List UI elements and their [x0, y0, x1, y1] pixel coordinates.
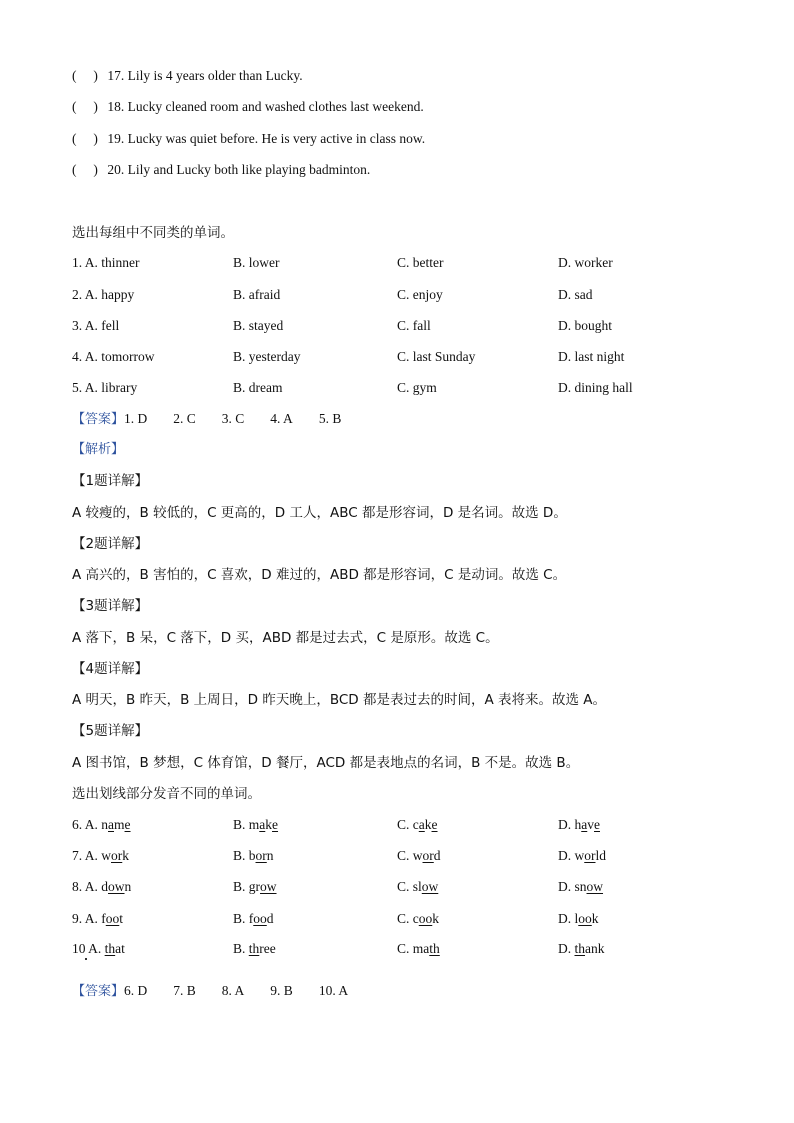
- word-part: k: [265, 817, 273, 832]
- word-part: ld: [595, 848, 607, 863]
- question-row: [72, 940, 732, 958]
- option-c: [397, 940, 440, 958]
- option-label: B.: [233, 848, 246, 863]
- underlined-letters: oo: [578, 911, 592, 926]
- option-b: B. lower: [233, 255, 280, 270]
- option-label: 8. A.: [72, 879, 98, 894]
- option-label: D.: [558, 817, 572, 832]
- word-part: w: [574, 848, 585, 863]
- option-d: [558, 816, 600, 834]
- underlined-letters: ow: [586, 879, 604, 894]
- underlined-letters: ow: [260, 879, 277, 894]
- word-part: n: [266, 848, 274, 863]
- option-a: [72, 816, 131, 834]
- option-label: 9. A.: [72, 911, 98, 926]
- analysis-label: 【解析】: [72, 442, 125, 457]
- option-b: [233, 910, 274, 928]
- tf-paren: ( ): [72, 99, 98, 114]
- option-a: 2. A. happy: [72, 287, 135, 302]
- word-part: v: [587, 817, 594, 832]
- option-c: [397, 878, 438, 896]
- option-d: [558, 940, 605, 958]
- underlined-letters: or: [111, 848, 123, 863]
- underlined-letters: th: [574, 941, 586, 956]
- detail-text: A 高兴的，B 害怕的，C 喜欢，D 难过的，ABD 都是形容词，C 是动词。故选 C。: [72, 567, 567, 583]
- word-part: k: [424, 817, 432, 832]
- tf-paren: ( ): [72, 162, 98, 177]
- option-label: D.: [558, 911, 572, 926]
- word-part: m: [248, 817, 260, 832]
- option-a: [72, 940, 125, 958]
- detail-title: 【4题详解】: [72, 661, 149, 677]
- word-part: c: [412, 817, 419, 832]
- option-a: 1. A. thinner: [72, 255, 140, 270]
- option-c: C. gym: [397, 380, 437, 395]
- stray-dot: [85, 958, 87, 960]
- option-label: B.: [233, 817, 246, 832]
- question-row: [72, 379, 732, 397]
- tf-item: [72, 98, 424, 116]
- word-part: d: [433, 848, 441, 863]
- tf-item: [72, 67, 303, 85]
- answer-value: 10. A: [318, 983, 349, 998]
- word-part: ank: [585, 941, 605, 956]
- option-label: B.: [233, 911, 246, 926]
- option-b: [233, 940, 276, 958]
- word-part: w: [412, 848, 423, 863]
- underlined-letters: ow: [421, 879, 439, 894]
- tf-text: 18. Lucky cleaned room and washed clothes last weekend.: [107, 99, 424, 114]
- question-row: [72, 286, 732, 304]
- option-label: 10 A.: [72, 941, 102, 956]
- tf-text: 19. Lucky was quiet before. He is very active in class now.: [107, 131, 426, 146]
- section2-instruction: 选出划线部分发音不同的单词。: [72, 786, 261, 802]
- option-c: [397, 847, 441, 865]
- underlined-letters: or: [422, 848, 434, 863]
- option-d: [558, 847, 606, 865]
- option-a: 5. A. library: [72, 380, 138, 395]
- underlined-letters: a: [259, 817, 266, 832]
- question-row: [72, 317, 732, 335]
- option-label: D.: [558, 848, 572, 863]
- word-part: h: [574, 817, 582, 832]
- word-part: gr: [248, 879, 261, 894]
- detail-text: A 落下，B 呆，C 落下，D 买，ABD 都是过去式，C 是原形。故选 C。: [72, 630, 499, 646]
- tf-text: 17. Lily is 4 years older than Lucky.: [107, 68, 303, 83]
- detail-title: 【5题详解】: [72, 723, 149, 739]
- detail-title: 【3题详解】: [72, 598, 149, 614]
- detail-text: A 图书馆，B 梦想，C 体育馆，D 餐厅，ACD 都是表地点的名词，B 不是。故选 B。: [72, 755, 580, 771]
- option-label: B.: [233, 879, 246, 894]
- underlined-letters: oo: [253, 911, 267, 926]
- answer-value: 8. A: [221, 983, 245, 998]
- option-label: B.: [233, 941, 246, 956]
- underlined-letters: a: [581, 817, 588, 832]
- option-label: D.: [558, 941, 572, 956]
- option-b: B. afraid: [233, 287, 281, 302]
- option-c: C. fall: [397, 318, 431, 333]
- word-part: k: [122, 848, 130, 863]
- underlined-letters: ow: [108, 879, 125, 894]
- option-label: 7. A.: [72, 848, 98, 863]
- word-part: d: [266, 911, 274, 926]
- underlined-letters: a: [418, 817, 425, 832]
- detail-text: A 较瘦的，B 较低的，C 更高的，D 工人，ABC 都是形容词，D 是名词。故选 D。: [72, 505, 567, 521]
- answer-value: 9. B: [270, 983, 293, 998]
- question-row: [72, 847, 732, 865]
- underlined-letters: e: [594, 817, 600, 832]
- word-part: t: [119, 911, 124, 926]
- underlined-letters: a: [108, 817, 115, 832]
- question-row: [72, 254, 732, 272]
- option-c: [397, 910, 439, 928]
- option-d: D. dining hall: [558, 380, 633, 395]
- word-part: b: [248, 848, 256, 863]
- option-b: [233, 847, 274, 865]
- underlined-letters: e: [431, 817, 438, 832]
- underlined-letters: th: [429, 941, 440, 956]
- word-part: ree: [259, 941, 276, 956]
- tf-item: [72, 161, 370, 179]
- word-part: f: [101, 911, 106, 926]
- underlined-letters: or: [584, 848, 596, 863]
- option-c: C. better: [397, 255, 444, 270]
- detail-title: 【2题详解】: [72, 536, 149, 552]
- word-part: f: [248, 911, 254, 926]
- option-b: [233, 878, 277, 896]
- answer-value: 2. C: [173, 411, 196, 426]
- question-row: [72, 816, 732, 834]
- answer-value: 6. D: [124, 983, 148, 998]
- option-d: D. last night: [558, 349, 625, 364]
- question-row: [72, 348, 732, 366]
- option-b: [233, 816, 278, 834]
- answer-value: 1. D: [124, 411, 148, 426]
- underlined-letters: th: [104, 941, 116, 956]
- answer-value: 3. C: [221, 411, 245, 426]
- underlined-letters: th: [248, 941, 260, 956]
- option-d: [558, 910, 599, 928]
- answer-value: 7. B: [173, 983, 196, 998]
- option-d: [558, 878, 603, 896]
- answer-value: 5. B: [318, 411, 342, 426]
- option-label: 6. A.: [72, 817, 98, 832]
- option-d: D. worker: [558, 255, 613, 270]
- word-part: c: [412, 911, 419, 926]
- tf-paren: ( ): [72, 68, 98, 83]
- option-b: B. yesterday: [233, 349, 301, 364]
- answer-label: 【答案】: [72, 984, 125, 999]
- word-part: sn: [574, 879, 587, 894]
- word-part: w: [101, 848, 112, 863]
- detail-title: 【1题详解】: [72, 473, 149, 489]
- detail-text: A 明天，B 昨天，B 上周日，D 昨天晚上，BCD 都是表过去的时间，A 表将来。故选 A。: [72, 692, 607, 708]
- underlined-letters: or: [255, 848, 267, 863]
- tf-paren: ( ): [72, 131, 98, 146]
- word-part: sl: [412, 879, 422, 894]
- question-row: [72, 910, 732, 928]
- underlined-letters: e: [124, 817, 131, 832]
- tf-text: 20. Lily and Lucky both like playing badminton.: [107, 162, 371, 177]
- section1-instruction: 选出每组中不同类的单词。: [72, 225, 234, 241]
- word-part: d: [101, 879, 109, 894]
- option-b: B. dream: [233, 380, 283, 395]
- option-d: D. sad: [558, 287, 593, 302]
- word-part: ma: [412, 941, 430, 956]
- word-part: l: [574, 911, 579, 926]
- tf-item: [72, 130, 425, 148]
- option-a: [72, 910, 123, 928]
- option-d: D. bought: [558, 318, 612, 333]
- answer-value: 4. A: [270, 411, 293, 426]
- word-part: k: [432, 911, 440, 926]
- option-b: B. stayed: [233, 318, 284, 333]
- option-label: C.: [397, 848, 410, 863]
- answer-line: [72, 410, 367, 429]
- option-label: C.: [397, 879, 410, 894]
- underlined-letters: e: [272, 817, 279, 832]
- option-a: [72, 878, 131, 896]
- word-part: m: [114, 817, 125, 832]
- option-a: 3. A. fell: [72, 318, 120, 333]
- word-part: n: [124, 879, 132, 894]
- option-label: C.: [397, 941, 410, 956]
- word-part: k: [591, 911, 599, 926]
- word-part: at: [115, 941, 125, 956]
- option-label: C.: [397, 911, 410, 926]
- option-a: [72, 847, 129, 865]
- word-part: n: [101, 817, 109, 832]
- answer-label: 【答案】: [72, 412, 125, 427]
- answer-line: [72, 982, 374, 1001]
- option-a: 4. A. tomorrow: [72, 349, 155, 364]
- underlined-letters: oo: [418, 911, 433, 926]
- option-c: [397, 816, 438, 834]
- question-row: [72, 878, 732, 896]
- option-c: C. enjoy: [397, 287, 443, 302]
- option-label: C.: [397, 817, 410, 832]
- option-c: C. last Sunday: [397, 349, 476, 364]
- underlined-letters: oo: [105, 911, 120, 926]
- option-label: D.: [558, 879, 572, 894]
